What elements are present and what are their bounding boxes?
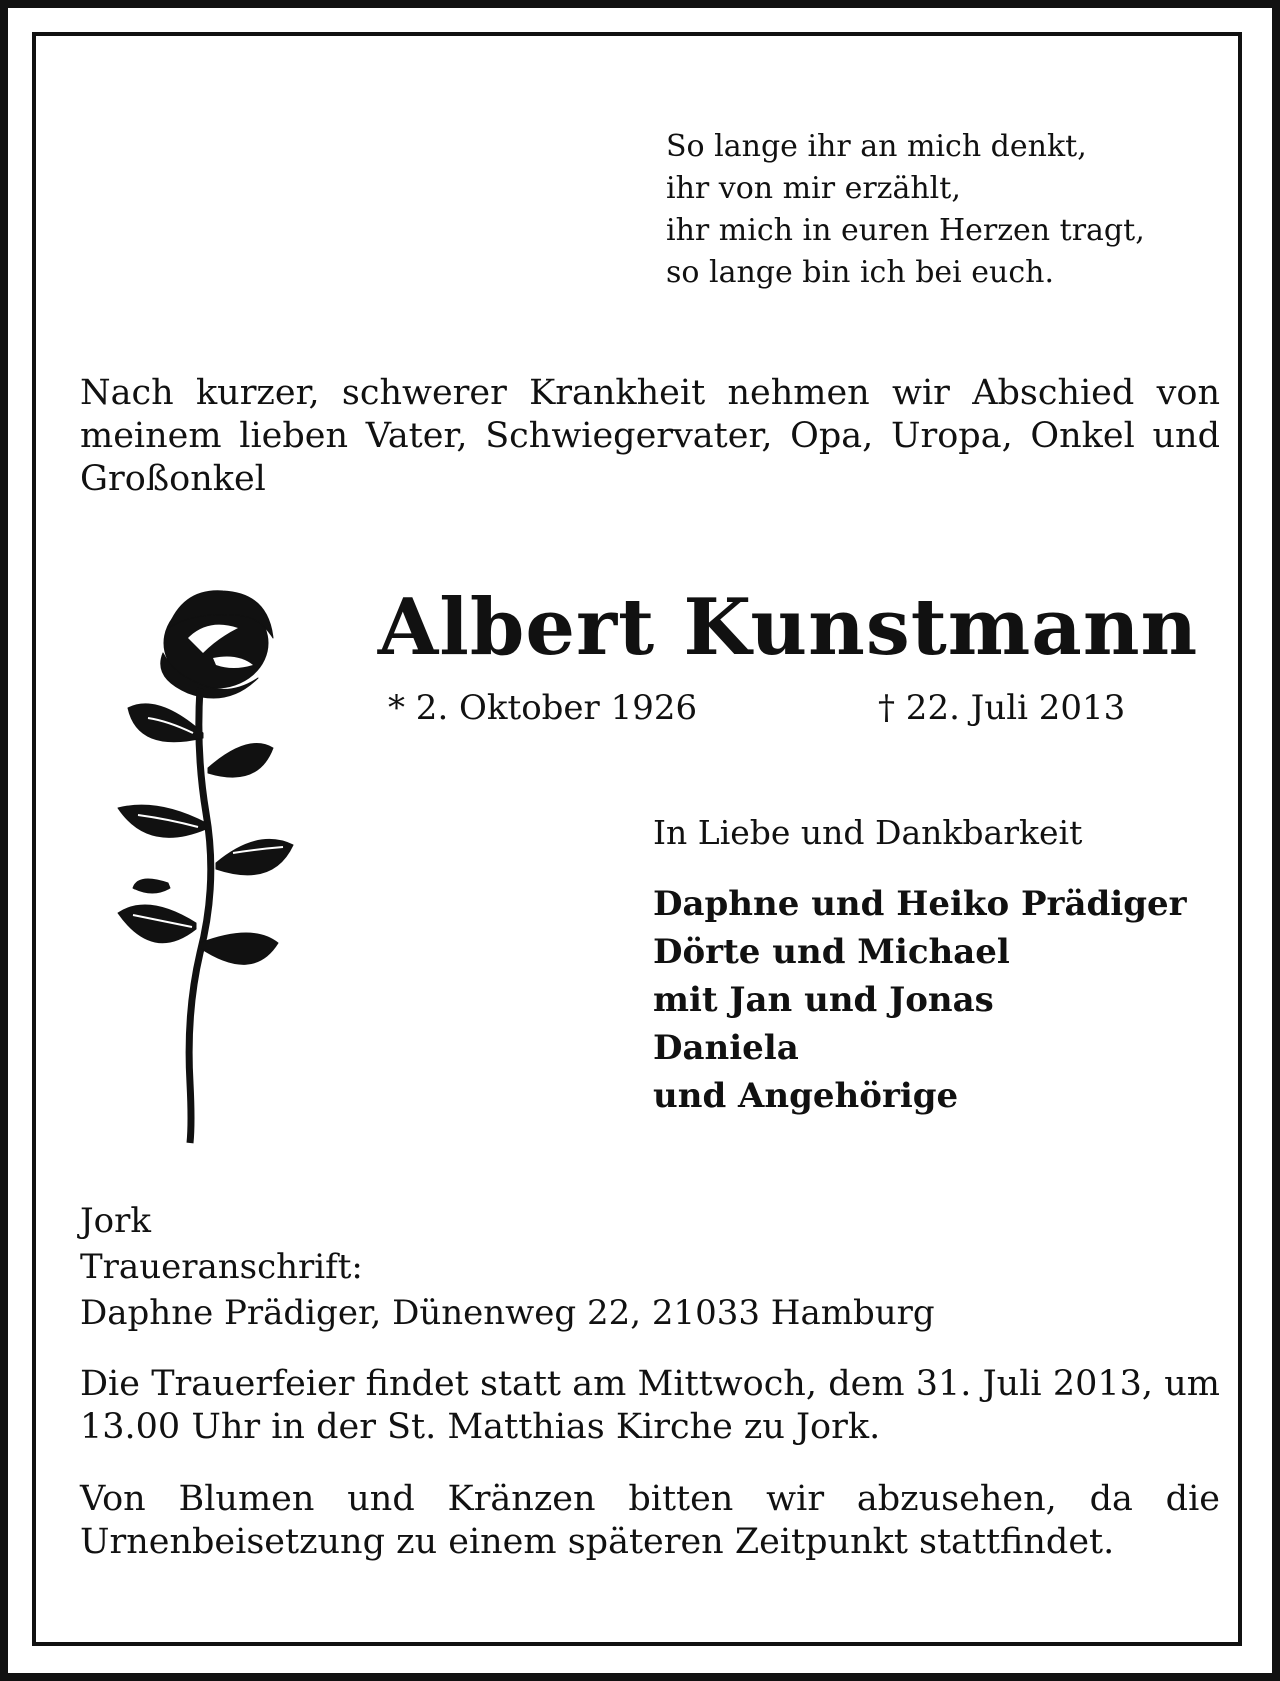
- flowers-text: Von Blumen und Kränzen bitten wir abzusehen, da die Urnenbeisetzung zu einem späteren Zeitpunkt stattfindet.: [80, 1479, 1220, 1562]
- mourners-list: [653, 880, 1187, 1120]
- mourner-line: Daphne und Heiko Prädiger: [653, 884, 1187, 924]
- poem-line: ihr mich in euren Herzen tragt,: [666, 213, 1145, 248]
- mourner-line: Daniela: [653, 1028, 799, 1068]
- mourner-line: mit Jan und Jonas: [653, 980, 994, 1020]
- poem-line: So lange ihr an mich denkt,: [666, 129, 1087, 164]
- address-block: [80, 1198, 1220, 1336]
- place-name: Jork: [80, 1201, 151, 1241]
- poem-line: so lange bin ich bei euch.: [666, 255, 1055, 290]
- address-line: Daphne Prädiger, Dünenweg 22, 21033 Hamburg: [80, 1293, 935, 1333]
- birth-date: * 2. Oktober 1926: [388, 688, 698, 728]
- mourner-line: Dörte und Michael: [653, 932, 1010, 972]
- address-label: Traueranschrift:: [80, 1247, 363, 1287]
- poem-line: ihr von mir erzählt,: [666, 171, 961, 206]
- death-date: † 22. Juli 2013: [878, 688, 1126, 728]
- ceremony-text: Die Trauerfeier findet statt am Mittwoch, dem 31. Juli 2013, um 13.00 Uhr in der St. Matthias Kirche zu Jork.: [80, 1364, 1220, 1447]
- rose-icon: [108, 583, 298, 1153]
- obituary-sheet: [8, 8, 1272, 1673]
- intro-text: Nach kurzer, schwerer Krankheit nehmen wir Abschied von meinem lieben Vater, Schwiegervater, Opa, Uropa, Onkel und Großonkel: [80, 373, 1220, 499]
- mourner-line: und Angehörige: [653, 1076, 959, 1116]
- deceased-name: Albert Kunstmann: [377, 582, 1199, 673]
- poem: [666, 126, 1226, 294]
- thanks-line: In Liebe und Dankbarkeit: [653, 813, 1083, 852]
